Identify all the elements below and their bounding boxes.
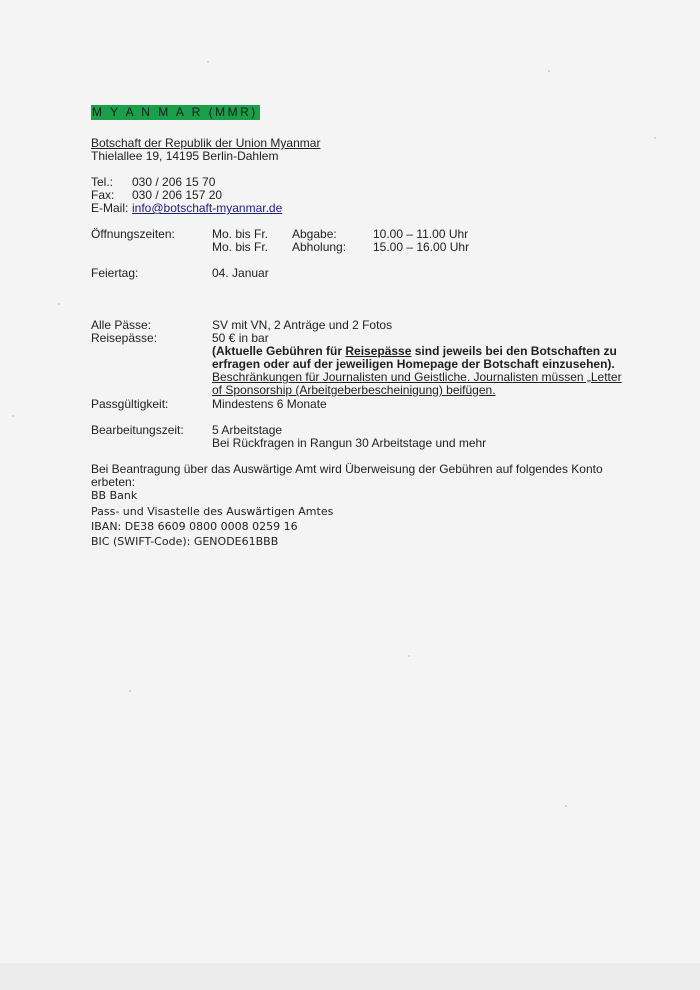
holiday-value: 04. Januar bbox=[212, 266, 269, 280]
hours-label: Öffnungszeiten: bbox=[91, 227, 175, 241]
payment-intro-line1: Bei Beantragung über das Auswärtige Amt wird Überweisung der Gebühren auf folgendes Konto bbox=[91, 462, 603, 476]
processing-line2: Bei Rückfragen in Rangun 30 Arbeitstage und mehr bbox=[212, 436, 487, 450]
hours-days: Mo. bis Fr. bbox=[212, 240, 269, 254]
validity-value: Mindestens 6 Monate bbox=[212, 397, 327, 411]
embassy-name: Botschaft der Republik der Union Myanmar bbox=[91, 136, 321, 150]
restriction-note-line1: Beschränkungen für Journalisten und Geistliche. Journalisten müssen „Letter bbox=[212, 370, 622, 384]
fee-note-suffix: sind jeweils bei den Botschaften zu bbox=[411, 344, 617, 358]
travel-pass-fee: 50 € in bar bbox=[212, 331, 269, 345]
email-link[interactable]: info@botschaft-myanmar.de bbox=[132, 201, 283, 215]
all-passes-value: SV mit VN, 2 Anträge und 2 Fotos bbox=[212, 318, 393, 332]
hours-type: Abgabe: bbox=[292, 227, 337, 241]
fax-value: 030 / 206 157 20 bbox=[132, 188, 223, 202]
iban: IBAN: DE38 6609 0800 0008 0259 16 bbox=[91, 520, 298, 533]
hours-time: 10.00 – 11.00 Uhr bbox=[373, 227, 469, 241]
fee-note-line2: erfragen oder auf der jeweiligen Homepage der Botschaft einzusehen). bbox=[212, 357, 615, 371]
hours-days: Mo. bis Fr. bbox=[212, 227, 269, 241]
country-title: M Y A N M A R (MMR) bbox=[92, 105, 258, 119]
holiday-label: Feiertag: bbox=[91, 266, 139, 280]
account-holder: Pass- und Visastelle des Auswärtigen Amtes bbox=[91, 505, 334, 518]
validity-label: Passgültigkeit: bbox=[91, 397, 169, 411]
email-label: E-Mail: bbox=[91, 201, 129, 215]
travel-pass-label: Reisepässe: bbox=[91, 331, 158, 345]
embassy-address: Thielallee 19, 14195 Berlin-Dahlem bbox=[91, 149, 279, 163]
payment-intro-line2: erbeten: bbox=[91, 475, 136, 489]
hours-type: Abholung: bbox=[292, 240, 347, 254]
all-passes-label: Alle Pässe: bbox=[91, 318, 152, 332]
scan-bottom-edge bbox=[0, 963, 700, 990]
fax-label: Fax: bbox=[91, 188, 115, 202]
bank-name: BB Bank bbox=[91, 489, 138, 502]
bic: BIC (SWIFT-Code): GENODE61BBB bbox=[91, 535, 279, 548]
processing-label: Bearbeitungszeit: bbox=[91, 423, 184, 437]
processing-line1: 5 Arbeitstage bbox=[212, 423, 283, 437]
hours-time: 15.00 – 16.00 Uhr bbox=[373, 240, 470, 254]
tel-label: Tel.: bbox=[91, 175, 114, 189]
fee-note-link[interactable]: Reisepässe bbox=[345, 344, 412, 358]
restriction-note-line2: of Sponsorship (Arbeitgeberbescheinigung) beifügen. bbox=[212, 383, 496, 397]
tel-value: 030 / 206 15 70 bbox=[132, 175, 216, 189]
fee-note-prefix: (Aktuelle Gebühren für bbox=[212, 344, 346, 358]
